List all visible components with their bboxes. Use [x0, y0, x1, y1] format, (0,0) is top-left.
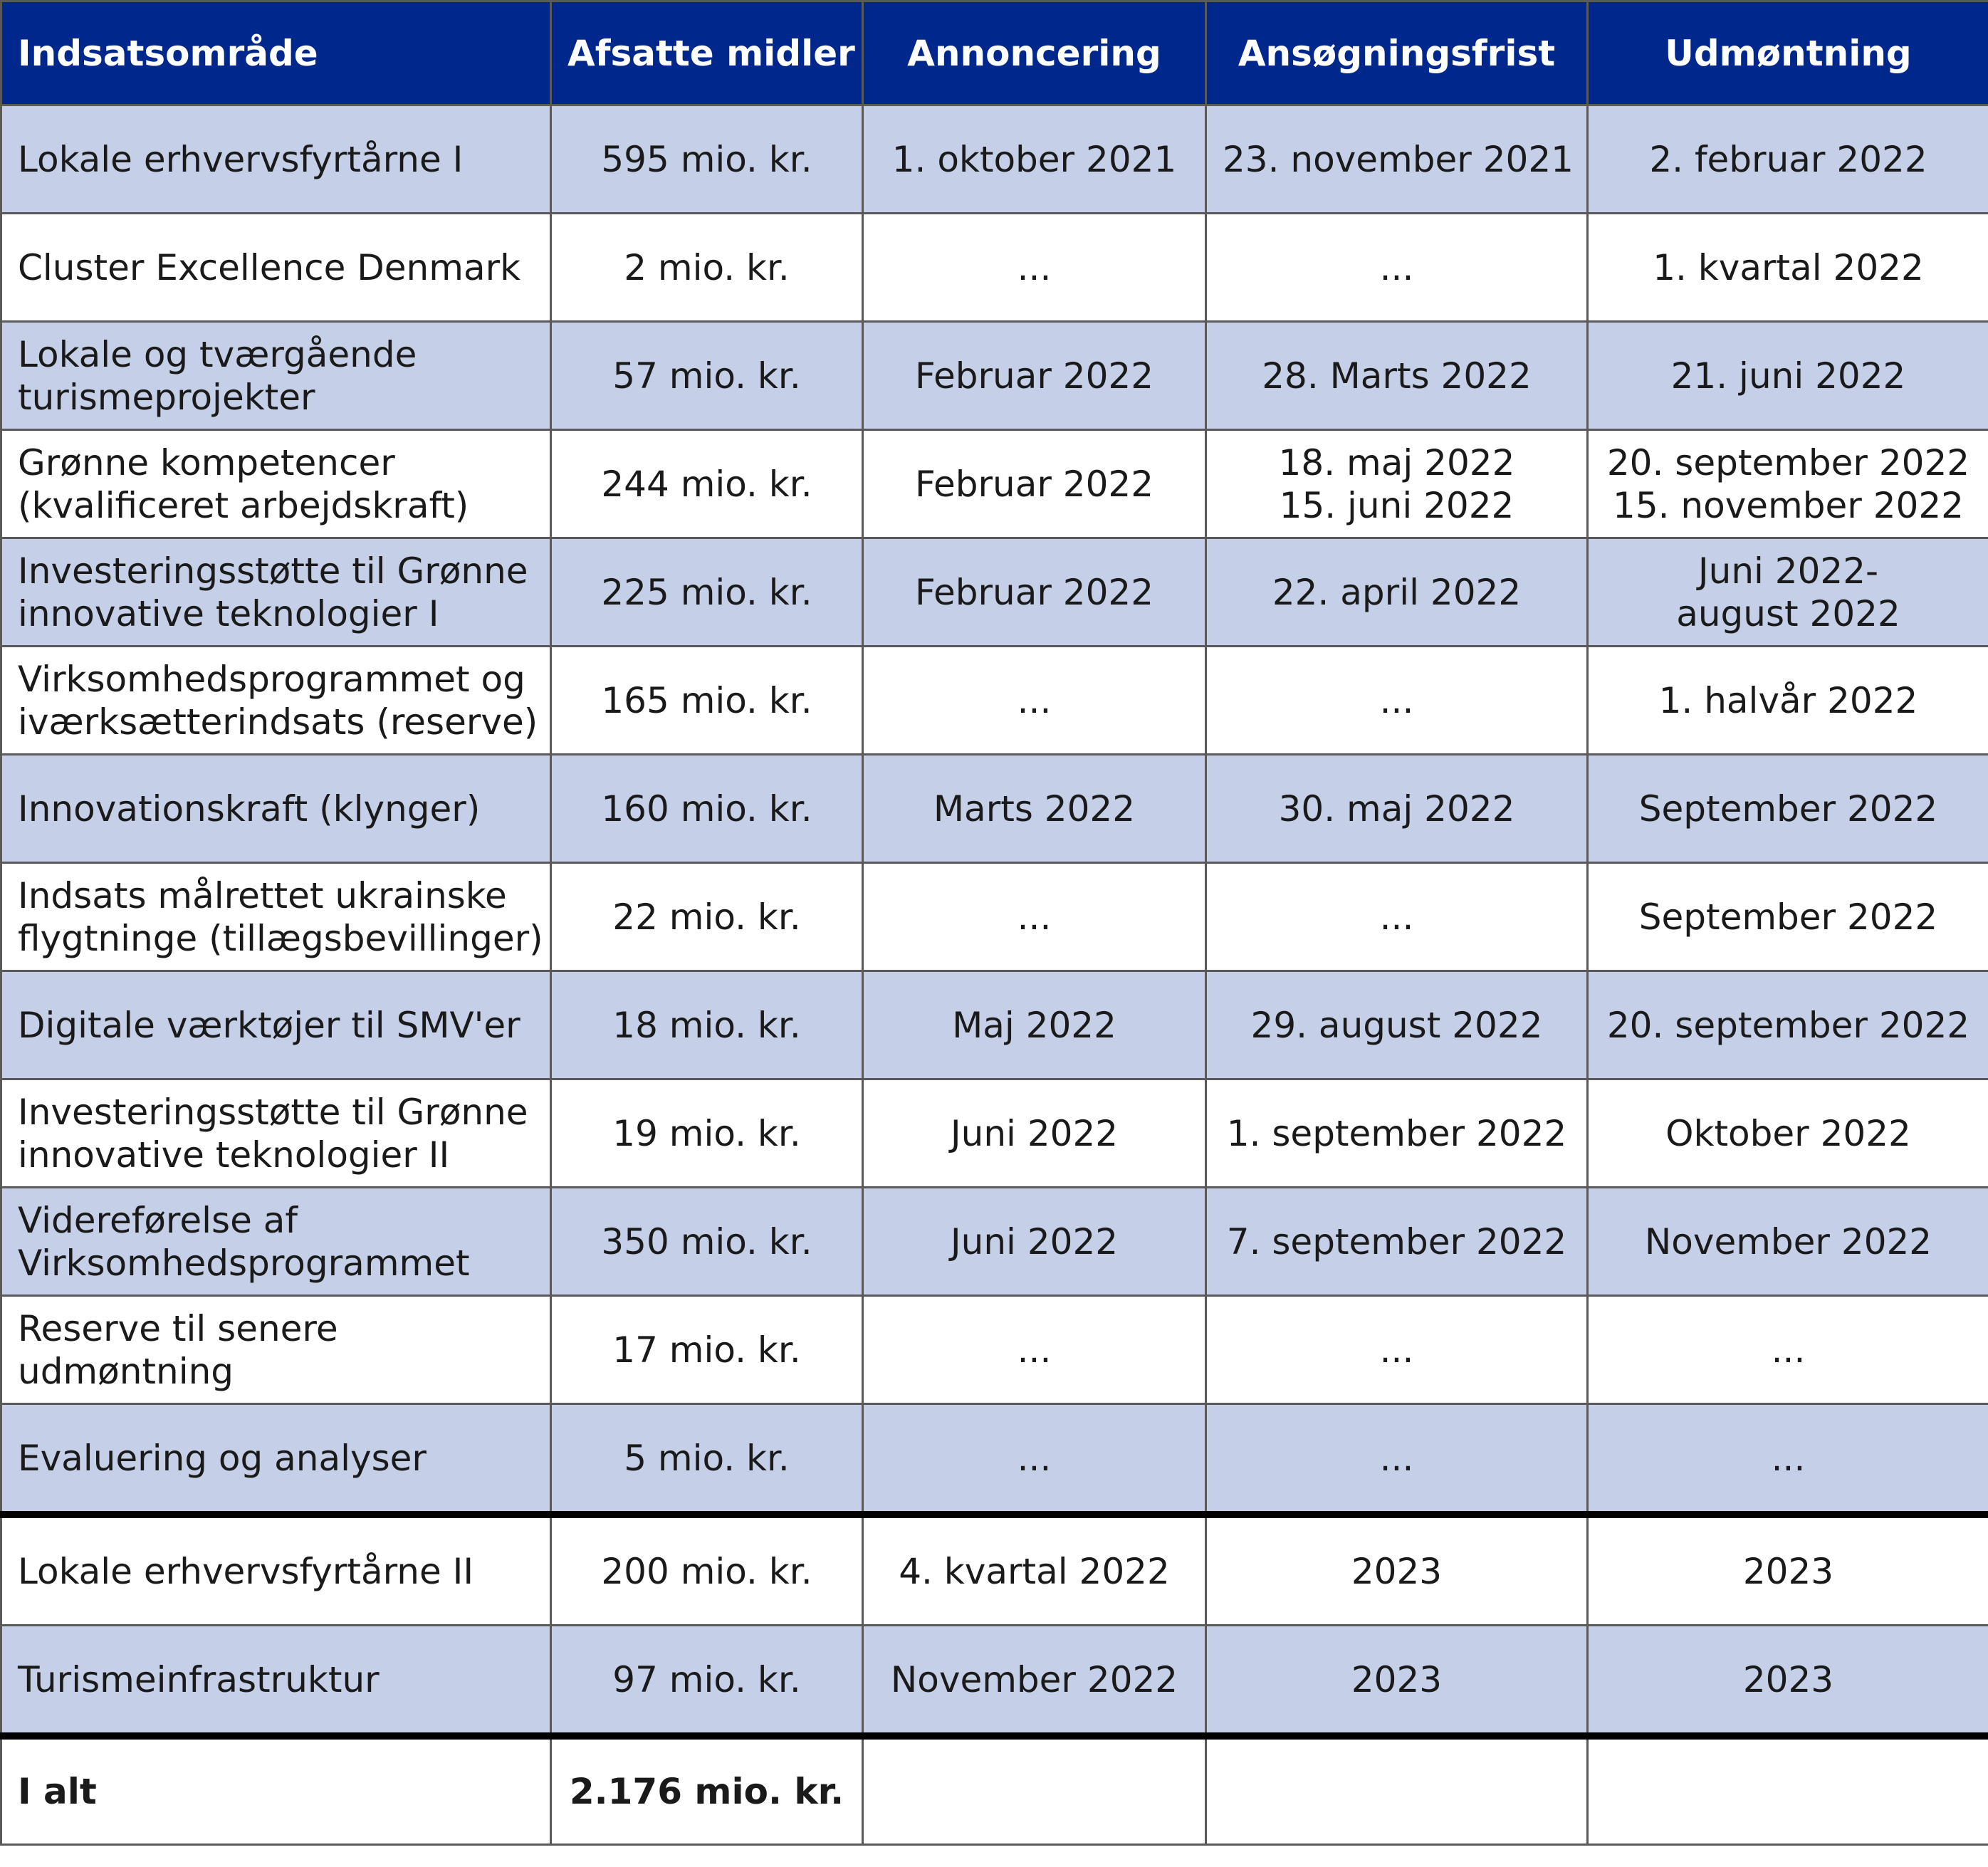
cell-indsatsomraade: [1, 538, 551, 647]
cell-line: Innovationskraft (klynger): [18, 788, 481, 830]
cell-annoncering: [863, 755, 1206, 863]
cell-annoncering: [863, 1404, 1206, 1515]
cell-line: ...: [1379, 1329, 1414, 1371]
cell-line: Investeringsstøtte til Grønne: [18, 1091, 528, 1133]
cell-afsatte-midler: 22 mio. kr.: [551, 863, 863, 971]
cell-ansoegningsfrist: [1206, 971, 1588, 1079]
cell-indsatsomraade: [1, 214, 551, 322]
cell-afsatte-midler: 2 mio. kr.: [551, 214, 863, 322]
cell-udmoentning: [1588, 1296, 1988, 1404]
cell-line: Februar 2022: [914, 463, 1154, 505]
cell-line: 2023: [1742, 1550, 1834, 1592]
cell-line: Indsats målrettet ukrainske: [18, 874, 507, 916]
cell-line: ...: [1379, 1437, 1414, 1479]
cell-line: ...: [1771, 1437, 1806, 1479]
header-row: [1, 1, 1988, 105]
cell-line: 20. september 2022: [1606, 1004, 1970, 1046]
cell-udmoentning: [1588, 1515, 1988, 1626]
cell-annoncering: [863, 1079, 1206, 1188]
table-row: [1, 1188, 1988, 1296]
cell-line: Videreførelse af: [18, 1199, 298, 1241]
cell-indsatsomraade: [1, 1188, 551, 1296]
cell-afsatte-midler: 200 mio. kr.: [551, 1515, 863, 1626]
table-row: [1, 1296, 1988, 1404]
cell-ansoegningsfrist: [1206, 1079, 1588, 1188]
cell-ansoegningsfrist: [1206, 863, 1588, 971]
cell-line: Juni 2022: [950, 1112, 1119, 1154]
cell-afsatte-midler: 17 mio. kr.: [551, 1296, 863, 1404]
cell-line: Februar 2022: [914, 571, 1154, 613]
cell-line: Reserve til senere: [18, 1307, 338, 1349]
cell-line: Juni 2022-: [1697, 550, 1879, 592]
cell-afsatte-midler: 19 mio. kr.: [551, 1079, 863, 1188]
table-row: [1, 863, 1988, 971]
table-row: [1, 647, 1988, 755]
cell-annoncering: [863, 647, 1206, 755]
cell-line: 1. kvartal 2022: [1653, 246, 1924, 288]
cell-ansoegningsfrist: [1206, 1404, 1588, 1515]
cell-ansoegningsfrist: [1206, 430, 1588, 538]
cell-line: ...: [1017, 1329, 1052, 1371]
cell-line: ...: [1017, 679, 1052, 721]
total-empty-cell: [1206, 1736, 1588, 1845]
total-empty-cell: [1588, 1736, 1988, 1845]
cell-line: ...: [1017, 896, 1052, 938]
cell-line: Turismeinfrastruktur: [18, 1658, 380, 1700]
table-row: [1, 1515, 1988, 1626]
cell-line: 2023: [1742, 1658, 1834, 1700]
cell-ansoegningsfrist: [1206, 1515, 1588, 1626]
cell-line: Maj 2022: [952, 1004, 1116, 1046]
cell-line: Virksomhedsprogrammet: [18, 1242, 470, 1284]
cell-ansoegningsfrist: [1206, 1296, 1588, 1404]
header-afsatte-midler: Afsatte midler: [551, 1, 863, 105]
total-row: [1, 1736, 1988, 1845]
cell-afsatte-midler: 5 mio. kr.: [551, 1404, 863, 1515]
cell-line: Evaluering og analyser: [18, 1437, 427, 1479]
cell-line: 2. februar 2022: [1649, 138, 1927, 180]
cell-line: iværksætterindsats (reserve): [18, 701, 538, 743]
cell-line: 28. Marts 2022: [1262, 355, 1532, 397]
cell-line: 4. kvartal 2022: [899, 1550, 1170, 1592]
cell-annoncering: [863, 1626, 1206, 1737]
cell-udmoentning: [1588, 1079, 1988, 1188]
cell-line: turismeprojekter: [18, 376, 315, 418]
cell-annoncering: [863, 538, 1206, 647]
header-annoncering: Annoncering: [863, 1, 1206, 105]
cell-ansoegningsfrist: [1206, 538, 1588, 647]
cell-annoncering: [863, 971, 1206, 1079]
table-row: [1, 1079, 1988, 1188]
cell-ansoegningsfrist: [1206, 1626, 1588, 1737]
cell-udmoentning: [1588, 538, 1988, 647]
table-row: [1, 971, 1988, 1079]
cell-line: Oktober 2022: [1665, 1112, 1911, 1154]
cell-ansoegningsfrist: [1206, 214, 1588, 322]
total-empty-cell: [863, 1736, 1206, 1845]
cell-indsatsomraade: [1, 1515, 551, 1626]
table-row: [1, 1404, 1988, 1515]
cell-line: 20. september 2022: [1606, 441, 1970, 483]
cell-line: ...: [1379, 679, 1414, 721]
cell-line: 15. juni 2022: [1279, 484, 1514, 526]
cell-line: Lokale og tværgående: [18, 333, 417, 375]
table-body: [1, 105, 1988, 1845]
cell-afsatte-midler: 97 mio. kr.: [551, 1626, 863, 1737]
cell-line: 2023: [1351, 1550, 1443, 1592]
cell-line: 1. halvår 2022: [1658, 679, 1918, 721]
cell-indsatsomraade: [1, 1079, 551, 1188]
cell-annoncering: [863, 214, 1206, 322]
cell-line: ...: [1379, 896, 1414, 938]
cell-afsatte-midler: 350 mio. kr.: [551, 1188, 863, 1296]
cell-udmoentning: [1588, 1626, 1988, 1737]
cell-line: (kvalificeret arbejdskraft): [18, 484, 469, 526]
cell-ansoegningsfrist: [1206, 105, 1588, 214]
table-row: [1, 214, 1988, 322]
cell-udmoentning: [1588, 755, 1988, 863]
table-row: [1, 105, 1988, 214]
cell-line: Juni 2022: [950, 1220, 1119, 1262]
table-row: [1, 538, 1988, 647]
cell-line: Februar 2022: [914, 355, 1154, 397]
cell-afsatte-midler: 225 mio. kr.: [551, 538, 863, 647]
cell-line: Digitale værktøjer til SMV'er: [18, 1004, 520, 1046]
header-udmoentning: Udmøntning: [1588, 1, 1988, 105]
cell-ansoegningsfrist: [1206, 755, 1588, 863]
cell-udmoentning: [1588, 863, 1988, 971]
cell-afsatte-midler: 595 mio. kr.: [551, 105, 863, 214]
cell-annoncering: [863, 1296, 1206, 1404]
cell-line: ...: [1017, 246, 1052, 288]
cell-line: November 2022: [890, 1658, 1178, 1700]
cell-line: Lokale erhvervsfyrtårne I: [18, 138, 464, 180]
cell-ansoegningsfrist: [1206, 1188, 1588, 1296]
cell-afsatte-midler: 165 mio. kr.: [551, 647, 863, 755]
cell-udmoentning: [1588, 430, 1988, 538]
cell-udmoentning: [1588, 1404, 1988, 1515]
cell-annoncering: [863, 1515, 1206, 1626]
cell-line: 2023: [1351, 1658, 1443, 1700]
cell-udmoentning: [1588, 105, 1988, 214]
cell-line: Marts 2022: [933, 788, 1136, 830]
cell-ansoegningsfrist: [1206, 322, 1588, 430]
cell-line: ...: [1379, 246, 1414, 288]
cell-afsatte-midler: 57 mio. kr.: [551, 322, 863, 430]
cell-indsatsomraade: [1, 647, 551, 755]
cell-annoncering: [863, 1188, 1206, 1296]
cell-indsatsomraade: [1, 1404, 551, 1515]
cell-line: ...: [1771, 1329, 1806, 1371]
cell-line: 29. august 2022: [1250, 1004, 1543, 1046]
cell-line: Lokale erhvervsfyrtårne II: [18, 1550, 474, 1592]
cell-line: Virksomhedsprogrammet og: [18, 658, 525, 700]
cell-annoncering: [863, 322, 1206, 430]
cell-line: august 2022: [1676, 592, 1900, 634]
cell-indsatsomraade: [1, 1626, 551, 1737]
cell-indsatsomraade: [1, 105, 551, 214]
cell-line: 21. juni 2022: [1670, 355, 1906, 397]
table-row: [1, 322, 1988, 430]
cell-line: udmøntning: [18, 1350, 234, 1392]
cell-line: innovative teknologier I: [18, 592, 439, 634]
cell-indsatsomraade: [1, 755, 551, 863]
cell-udmoentning: [1588, 322, 1988, 430]
cell-line: Grønne kompetencer: [18, 441, 395, 483]
table-row: [1, 755, 1988, 863]
header-indsatsomraade: Indsatsområde: [1, 1, 551, 105]
cell-indsatsomraade: [1, 863, 551, 971]
cell-line: September 2022: [1638, 896, 1938, 938]
cell-indsatsomraade: [1, 1296, 551, 1404]
cell-line: 22. april 2022: [1272, 571, 1522, 613]
cell-udmoentning: [1588, 1188, 1988, 1296]
cell-line: innovative teknologier II: [18, 1134, 450, 1176]
total-funds: 2.176 mio. kr.: [551, 1736, 863, 1845]
cell-line: September 2022: [1638, 788, 1938, 830]
cell-udmoentning: [1588, 971, 1988, 1079]
cell-line: Investeringsstøtte til Grønne: [18, 550, 528, 592]
header-ansoegningsfrist: Ansøgningsfrist: [1206, 1, 1588, 105]
cell-udmoentning: [1588, 647, 1988, 755]
cell-annoncering: [863, 105, 1206, 214]
cell-line: 1. september 2022: [1226, 1112, 1567, 1154]
cell-line: 30. maj 2022: [1278, 788, 1515, 830]
cell-line: 18. maj 2022: [1278, 441, 1515, 483]
cell-annoncering: [863, 863, 1206, 971]
cell-afsatte-midler: 18 mio. kr.: [551, 971, 863, 1079]
cell-annoncering: [863, 430, 1206, 538]
table-row: [1, 430, 1988, 538]
cell-afsatte-midler: 244 mio. kr.: [551, 430, 863, 538]
cell-line: November 2022: [1644, 1220, 1932, 1262]
total-label: I alt: [1, 1736, 551, 1845]
cell-line: 15. november 2022: [1613, 484, 1964, 526]
cell-indsatsomraade: [1, 322, 551, 430]
cell-line: flygtninge (tillægsbevillinger): [18, 917, 543, 959]
cell-ansoegningsfrist: [1206, 647, 1588, 755]
table-row: [1, 1626, 1988, 1737]
cell-line: Cluster Excellence Denmark: [18, 246, 521, 288]
cell-line: 1. oktober 2021: [891, 138, 1177, 180]
cell-line: 23. november 2021: [1223, 138, 1574, 180]
cell-afsatte-midler: 160 mio. kr.: [551, 755, 863, 863]
cell-indsatsomraade: [1, 430, 551, 538]
cell-line: 7. september 2022: [1226, 1220, 1567, 1262]
cell-udmoentning: [1588, 214, 1988, 322]
cell-line: ...: [1017, 1437, 1052, 1479]
cell-indsatsomraade: [1, 971, 551, 1079]
